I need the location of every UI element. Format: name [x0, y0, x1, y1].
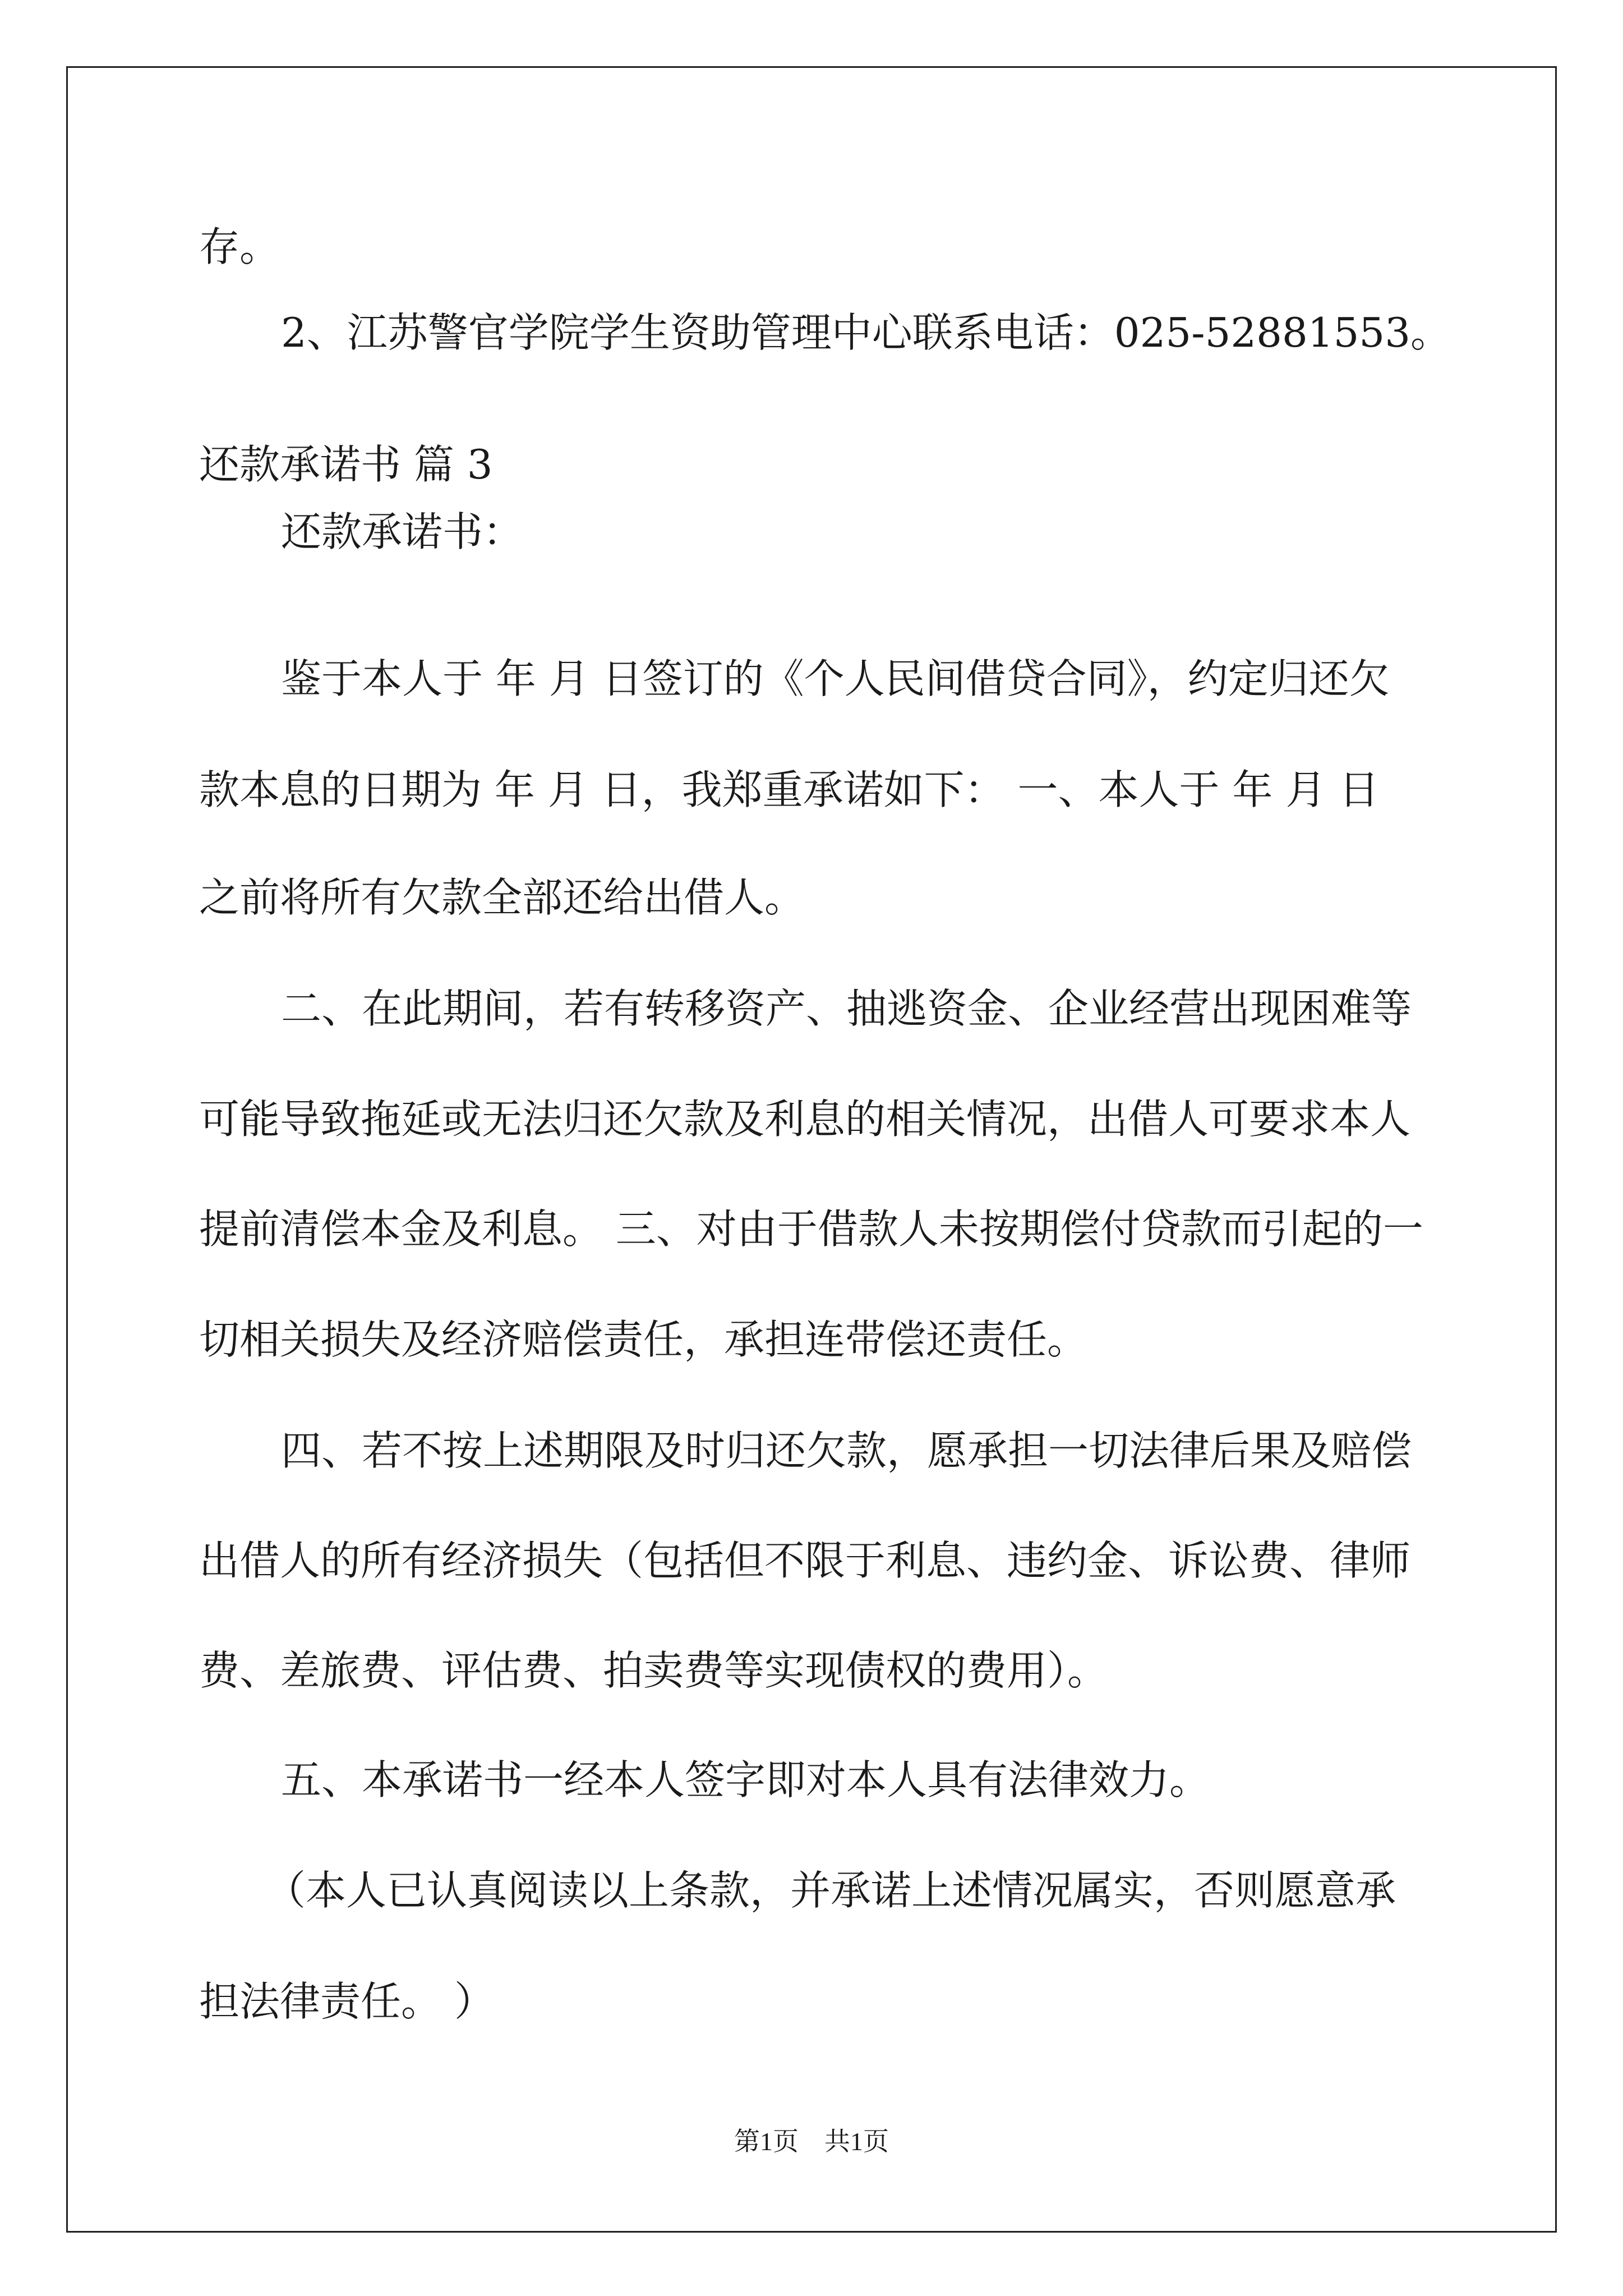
page-number-current: 第1页 [734, 2127, 799, 2156]
text-line: 费、差旅费、评估费、拍卖费等实现债权的费用）。 [199, 1647, 1108, 1694]
text-line: 担法律责任。 ） [199, 1978, 495, 2025]
text-line: （本人已认真阅读以上条款，并承诺上述情况属实，否则愿意承 [265, 1867, 1396, 1914]
page-number-total: 共1页 [824, 2127, 889, 2156]
text-line: 五、本承诺书一经本人签字即对本人具有法律效力。 [281, 1756, 1210, 1803]
contact-phone-line: 2、江苏警官学院学生资助管理中心联系电话：025-52881553。 [281, 309, 1451, 356]
page-footer [0, 2125, 1623, 2159]
text-line: 切相关损失及经济赔偿责任，承担连带偿还责任。 [199, 1316, 1088, 1363]
text-line: 四、若不按上述期限及时归还欠款，愿承担一切法律后果及赔偿 [281, 1427, 1412, 1474]
text-line: 可能导致拖延或无法归还欠款及利息的相关情况，出借人可要求本人 [199, 1096, 1411, 1143]
section-heading: 还款承诺书 篇 3 [199, 441, 493, 488]
text-line: 出借人的所有经济损失（包括但不限于利息、违约金、诉讼费、律师 [199, 1537, 1411, 1584]
text-line: 存。 [199, 223, 280, 270]
text-line: 鉴于本人于 年 月 日签订的《个人民间借贷合同》，约定归还欠 [281, 655, 1390, 702]
text-line: 款本息的日期为 年 月 日，我郑重承诺如下： 一、本人于 年 月 日 [199, 766, 1380, 813]
letter-title: 还款承诺书： [281, 508, 524, 555]
text-line: 之前将所有欠款全部还给出借人。 [199, 874, 805, 921]
text-line: 提前清偿本金及利息。 三、对由于借款人未按期偿付贷款而引起的一 [199, 1205, 1423, 1253]
text-line: 二、在此期间，若有转移资产、抽逃资金、企业经营出现困难等 [281, 985, 1412, 1032]
